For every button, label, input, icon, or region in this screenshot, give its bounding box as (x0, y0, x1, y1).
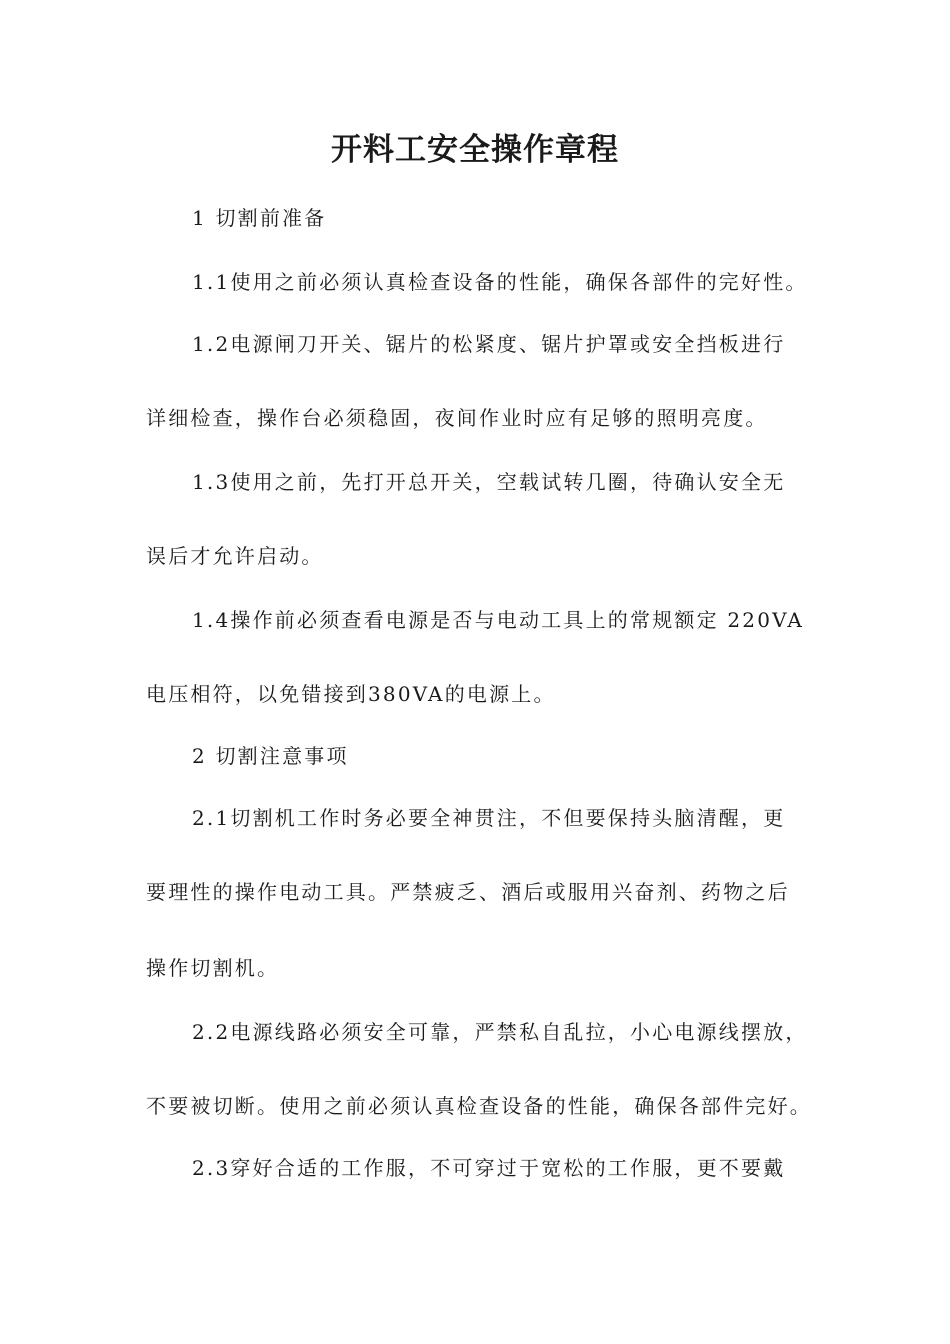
paragraph-2-1-cont2: 操作切割机。 (146, 956, 280, 980)
paragraph-2-3: 2.3穿好合适的工作服，不可穿过于宽松的工作服，更不要戴 (192, 1156, 786, 1180)
paragraph-1-2: 1.2电源闸刀开关、锯片的松紧度、锯片护罩或安全挡板进行 (192, 332, 786, 356)
section-heading-1: 1 切割前准备 (192, 206, 327, 230)
paragraph-1-2-cont: 详细检查，操作台必须稳固，夜间作业时应有足够的照明亮度。 (146, 406, 768, 430)
paragraph-1-3-cont: 误后才允许启动。 (146, 544, 324, 568)
paragraph-1-3: 1.3使用之前，先打开总开关，空载试转几圈，待确认安全无 (192, 470, 786, 494)
section-heading-2: 2 切割注意事项 (192, 744, 349, 768)
paragraph-2-2-cont: 不要被切断。使用之前必须认真检查设备的性能，确保各部件完好。 (146, 1094, 812, 1118)
paragraph-1-4-cont: 电压相符，以免错接到380VA的电源上。 (146, 682, 556, 706)
paragraph-2-1-cont1: 要理性的操作电动工具。严禁疲乏、酒后或服用兴奋剂、药物之后 (146, 880, 790, 904)
paragraph-1-1: 1.1使用之前必须认真检查设备的性能，确保各部件的完好性。 (192, 270, 808, 294)
document-title: 开料工安全操作章程 (331, 132, 619, 168)
paragraph-1-4: 1.4操作前必须查看电源是否与电动工具上的常规额定 220VA (192, 608, 805, 632)
paragraph-2-1: 2.1切割机工作时务必要全神贯注，不但要保持头脑清醒，更 (192, 806, 786, 830)
paragraph-2-2: 2.2电源线路必须安全可靠，严禁私自乱拉，小心电源线摆放， (192, 1020, 808, 1044)
